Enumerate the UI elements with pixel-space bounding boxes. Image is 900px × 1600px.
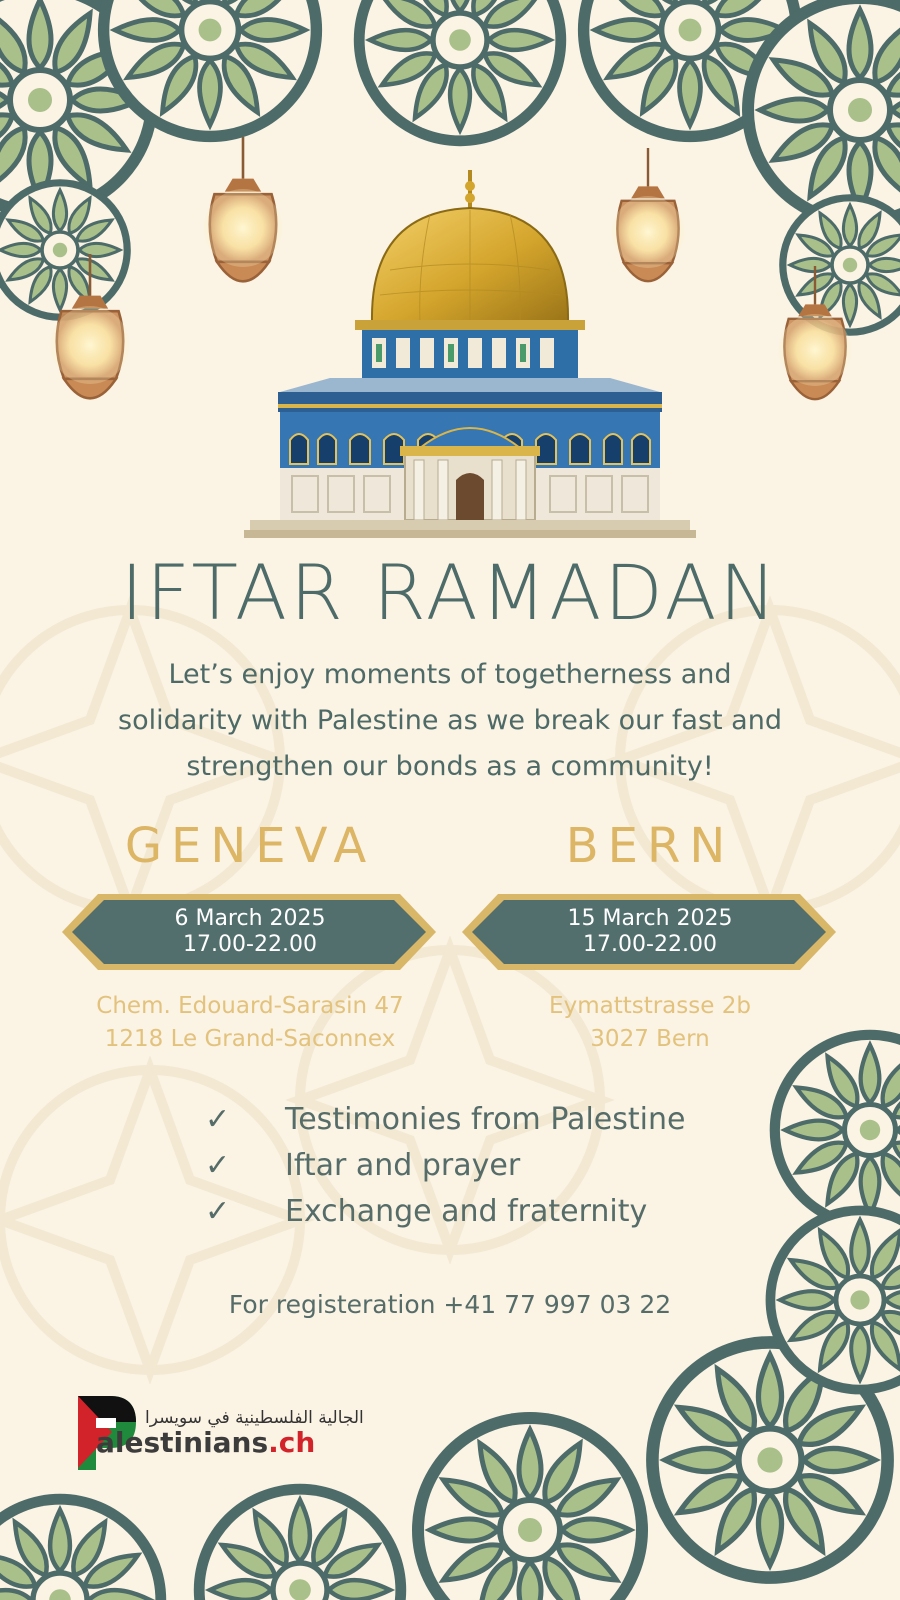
feature-item: Exchange and fraternity — [285, 1194, 648, 1229]
intro-line: strengthen our bonds as a community! — [186, 751, 714, 782]
bern-date-time — [500, 906, 800, 958]
check-icon: ✓ — [205, 1194, 231, 1229]
check-icon: ✓ — [205, 1148, 231, 1183]
geneva-time: 17.00-22.00 — [183, 932, 317, 957]
bern-date: 15 March 2025 — [567, 906, 733, 931]
geneva-date: 6 March 2025 — [174, 906, 326, 931]
geneva-address-line1: Chem. Edouard-Sarasin 47 — [96, 993, 404, 1019]
city-bern: BERN — [565, 818, 735, 874]
city-geneva: GENEVA — [124, 818, 376, 874]
intro-line: Let’s enjoy moments of togetherness and — [168, 659, 732, 690]
check-icon: ✓ — [205, 1102, 231, 1137]
registration-phone: For registeration +41 77 997 03 22 — [228, 1290, 672, 1319]
bern-address — [440, 990, 860, 1056]
geneva-address — [40, 990, 460, 1056]
bern-address-line1: Eymattstrasse 2b — [549, 993, 751, 1019]
poster-title: IFTAR RAMADAN — [120, 548, 780, 637]
geneva-date-time — [100, 906, 400, 958]
logo-tld: .ch — [268, 1426, 316, 1459]
bern-time: 17.00-22.00 — [583, 932, 717, 957]
logo-arabic-text: الجالية الفلسطينية في سويسرا — [145, 1408, 364, 1428]
logo-name: alestinians — [96, 1426, 269, 1459]
feature-item: Testimonies from Palestine — [285, 1102, 686, 1137]
logo-wordmark — [96, 1426, 315, 1459]
intro-line: solidarity with Palestine as we break our fast and — [118, 705, 782, 736]
geneva-address-line2: 1218 Le Grand-Saconnex — [104, 1026, 396, 1052]
feature-item: Iftar and prayer — [285, 1148, 521, 1183]
bern-address-line2: 3027 Bern — [590, 1026, 710, 1052]
intro-paragraph — [40, 652, 860, 790]
